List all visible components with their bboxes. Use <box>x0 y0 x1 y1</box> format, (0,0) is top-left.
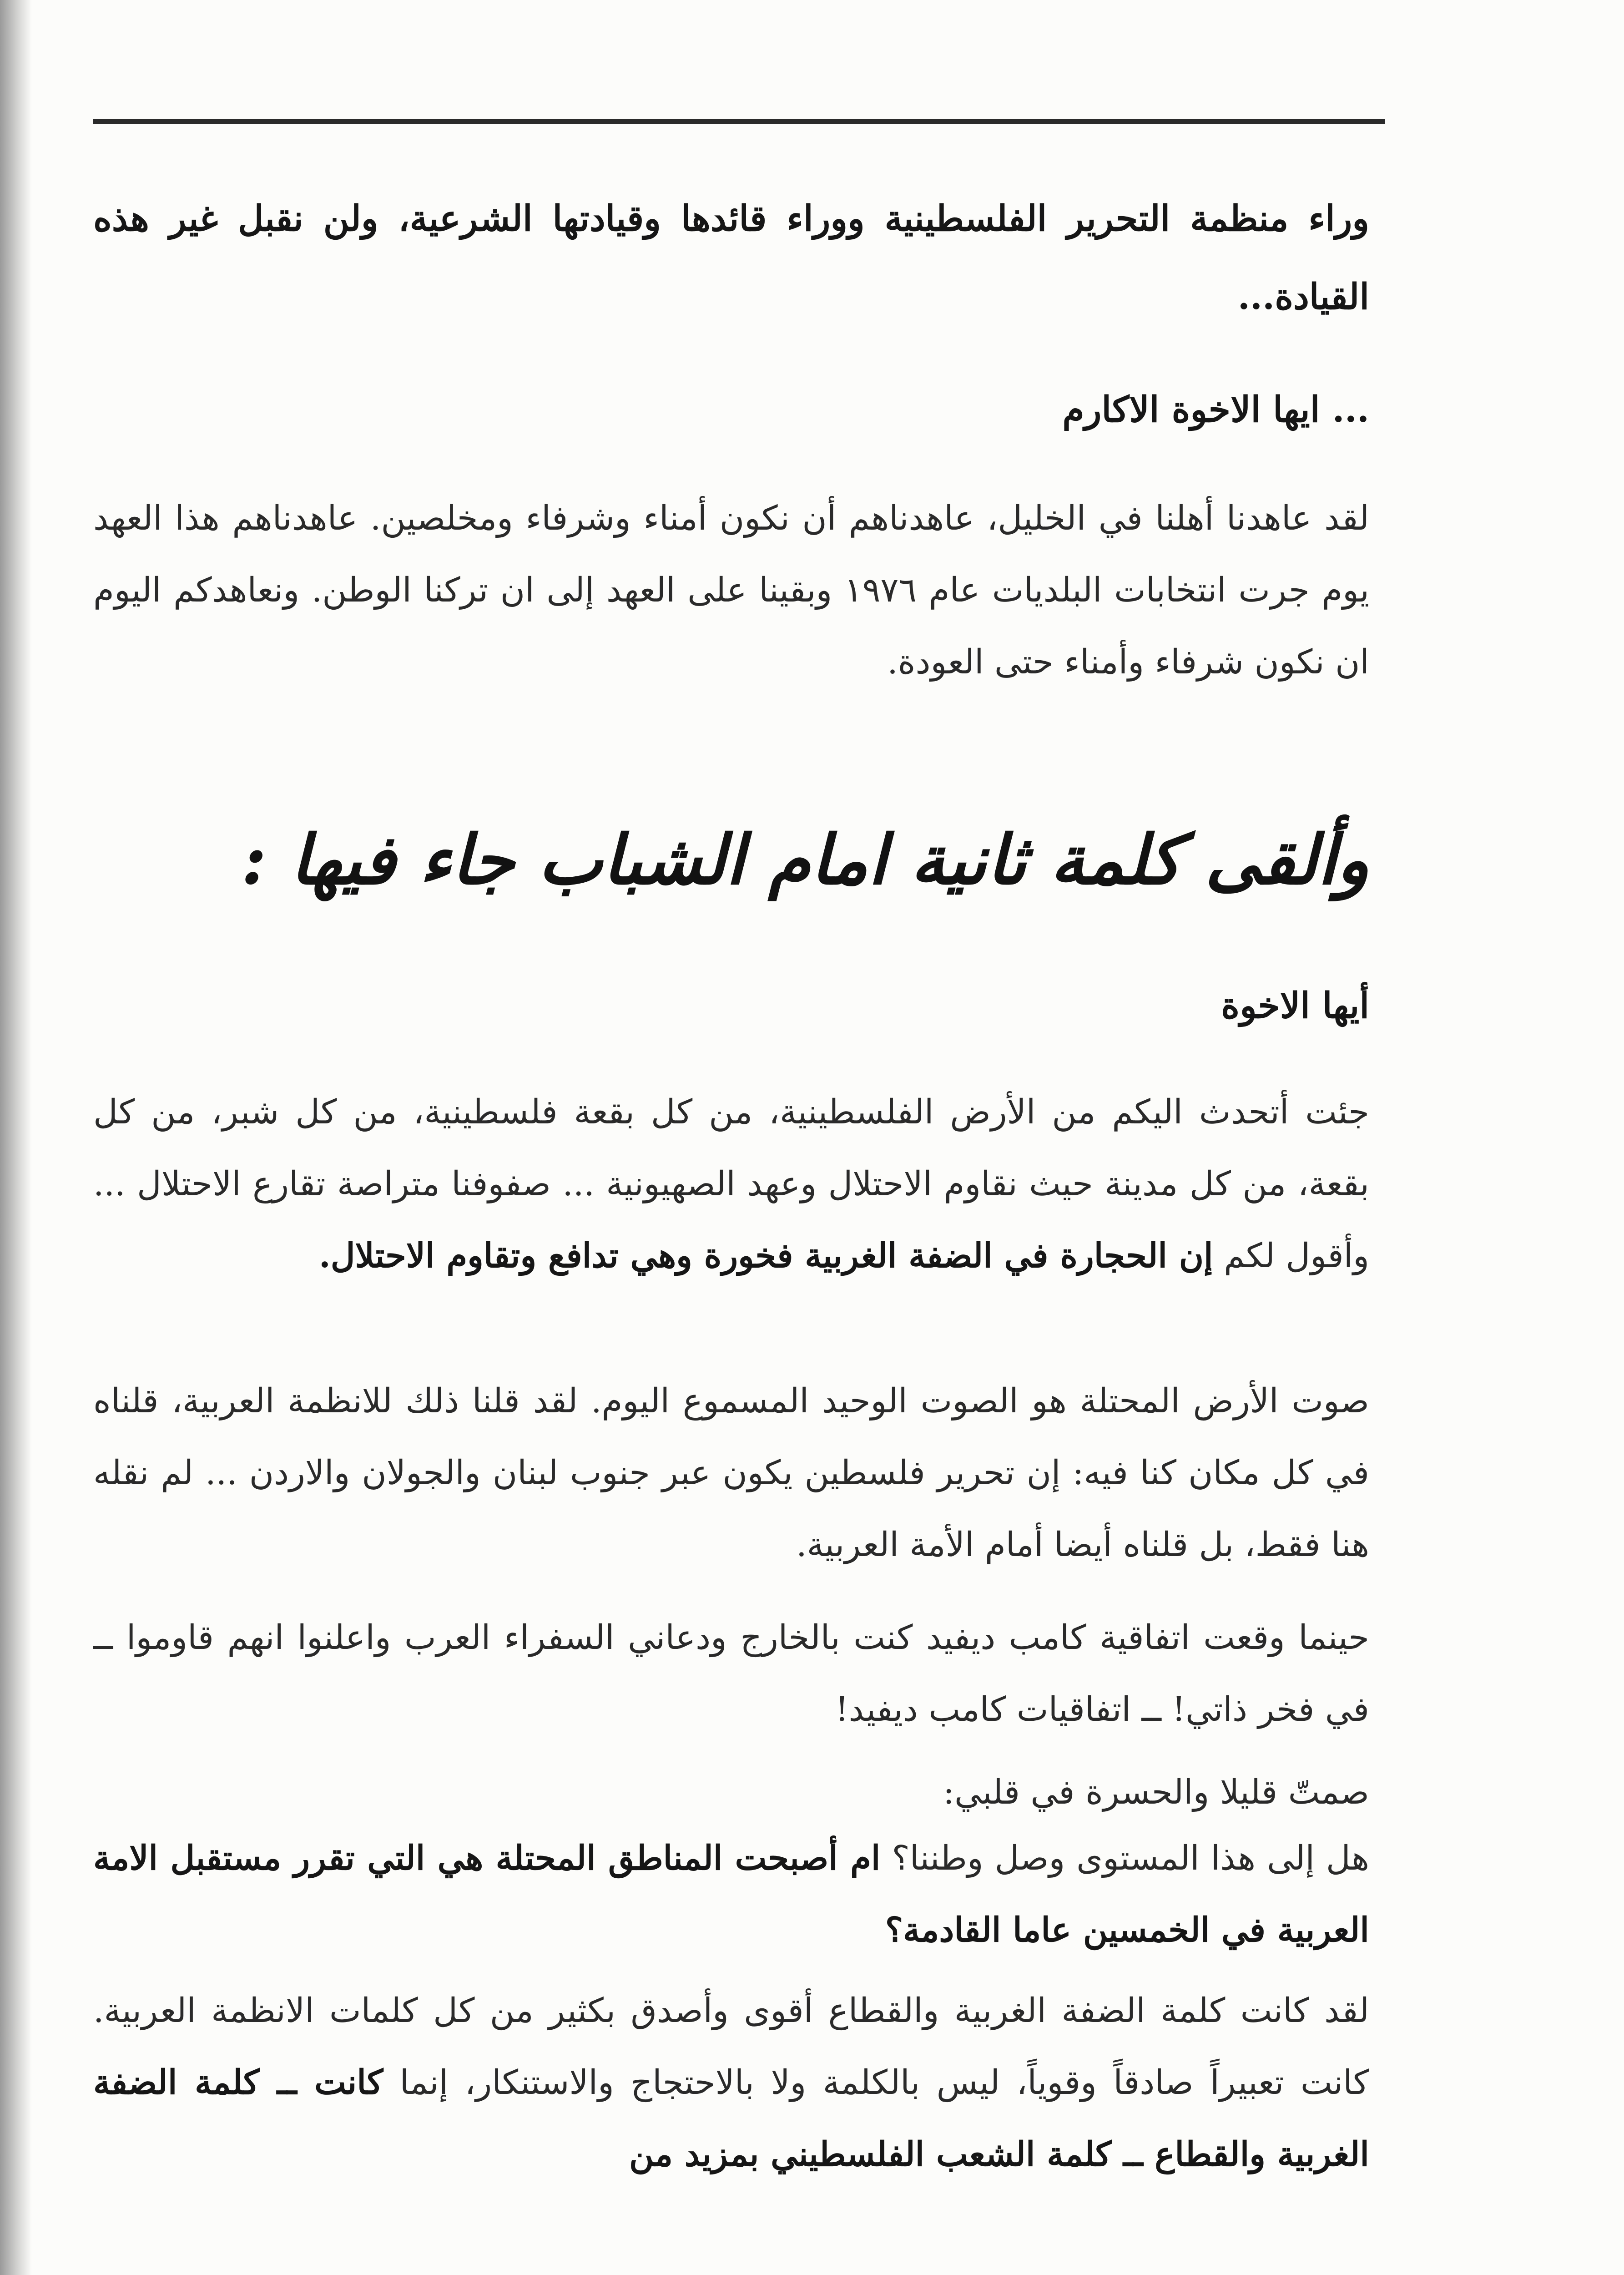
address-brothers: أيها الاخوة <box>1221 985 1369 1026</box>
address-honorable-brothers: ... ايها الاخوة الاكارم <box>1062 389 1369 430</box>
paragraph-word-bold: كانت ــ كلمة الضفة الغربية والقطاع ــ كلمة الشعب الفلسطيني بمزيد من <box>93 2063 1369 2174</box>
paragraph-question-normal: هل إلى هذا المستوى وصل وطننا؟ <box>880 1839 1369 1878</box>
continuation-text: وراء منظمة التحرير الفلسطينية ووراء قائدها وقيادتها الشرعية، ولن نقبل غير هذه القيادة... <box>93 198 1369 318</box>
paragraph-question-bold: ام أصبحت المناطق المحتلة هي التي تقرر مستقبل الامة العربية في الخمسين عاما القادمة؟ <box>93 1839 1369 1950</box>
paragraph-question <box>93 1822 1369 1966</box>
page-edge-shadow <box>0 0 32 2275</box>
paragraph-word-normal: لقد كانت كلمة الضفة الغربية والقطاع أقوى وأصدق بكثير من كل كلمات الانظمة العربية. كانت تعبيراً صادقاً وقوياً، ليس بالكلمة ولا بالاحتجاج والاستنكار، إنما <box>93 1991 1369 2102</box>
paragraph-silence: صمتّ قليلا والحسرة في قلبي: <box>943 1773 1369 1812</box>
paragraph-came <box>93 1076 1369 1292</box>
paragraph-word <box>93 1975 1369 2190</box>
paragraph-camp-david: حينما وقعت اتفاقية كامب ديفيد كنت بالخارج ودعاني السفراء العرب واعلنوا انهم قاوموا ــ في فخر ذاتي! ــ اتفاقيات كامب ديفيد! <box>93 1618 1369 1729</box>
top-rule <box>93 119 1385 124</box>
paragraph-voice: صوت الأرض المحتلة هو الصوت الوحيد المسموع اليوم. لقد قلنا ذلك للانظمة العربية، قلناه في كل مكان كنا فيه: إن تحرير فلسطين يكون عبر جنوب لبنان والجولان والاردن ... لم نقله هنا فقط، بل قلناه أيضا أمام الأمة العربية. <box>93 1381 1369 1564</box>
paragraph-came-normal: جئت أتحدث اليكم من الأرض الفلسطينية، من كل بقعة فلسطينية، من كل شبر، من كل بقعة، من كل مدينة حيث نقاوم الاحتلال وعهد الصهيونية ... صفوفنا متراصة تقارع الاحتلال ... وأقول لكم <box>93 1092 1369 1275</box>
paragraph-pledge: لقد عاهدنا أهلنا في الخليل، عاهدناهم أن نكون أمناء وشرفاء ومخلصين. عاهدناهم هذا العهد يوم جرت انتخابات البلديات عام ١٩٧٦ وبقينا على العهد إلى ان تركنا الوطن. ونعاهدكم اليوم ان نكون شرفاء وأمناء حتى العودة. <box>93 499 1369 682</box>
section-heading: وألقى كلمة ثانية امام الشباب جاء فيها : <box>241 820 1369 900</box>
paragraph-came-bold: إن الحجارة في الضفة الغربية فخورة وهي تدافع وتقاوم الاحتلال. <box>319 1236 1213 1275</box>
